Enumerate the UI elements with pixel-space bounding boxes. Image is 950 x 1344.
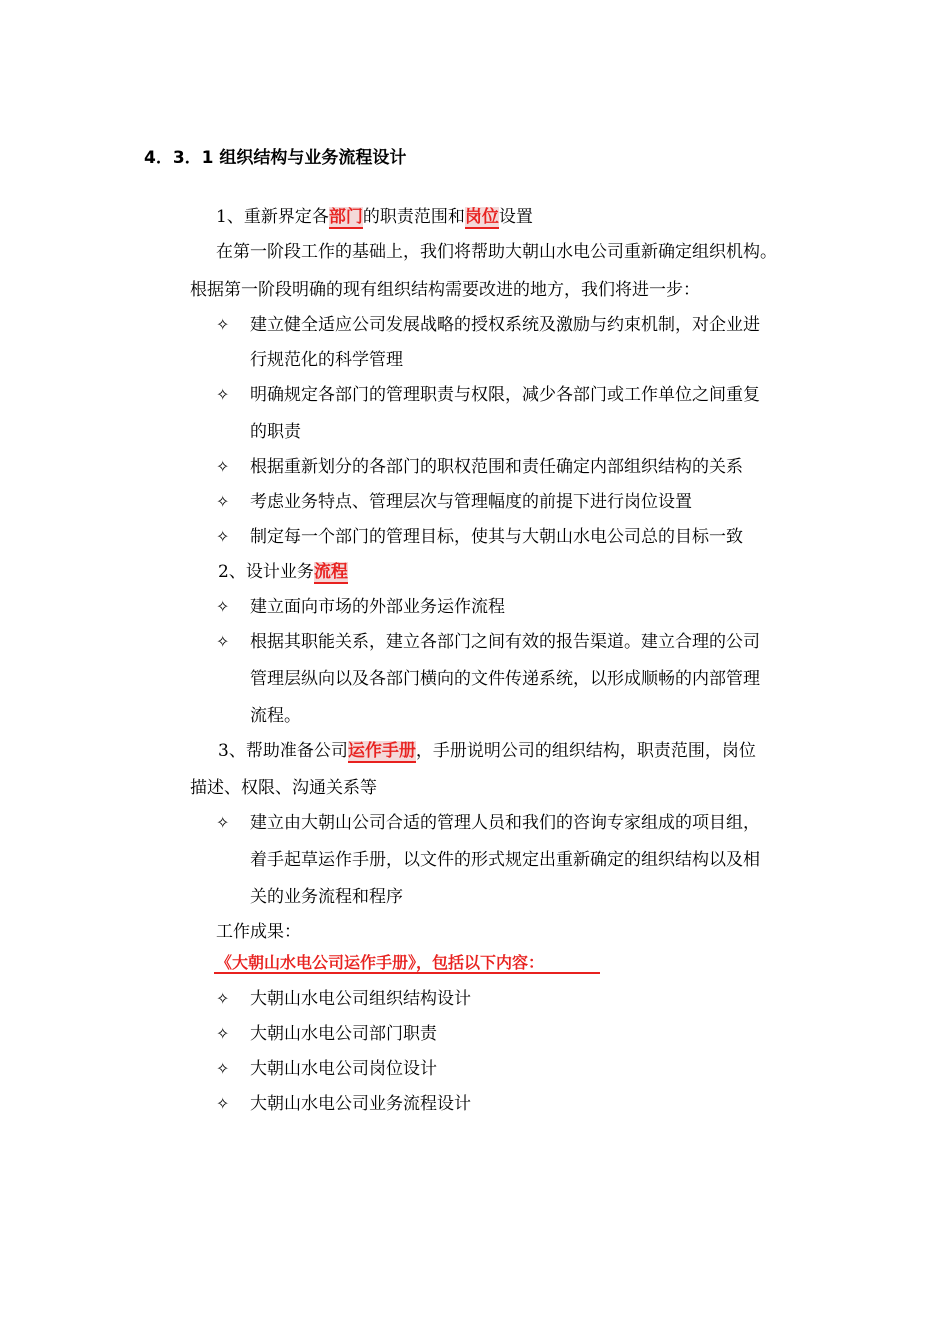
subsection-1-title — [216, 207, 533, 227]
list1-item-4: 考虑业务特点、管理层次与管理幅度的前提下进行岗位设置 — [250, 492, 692, 512]
list3-item-1-line-2: 着手起草运作手册，以文件的形式规定出重新确定的组织结构以及相 — [250, 850, 760, 870]
list4-item-3: 大朝山水电公司岗位设计 — [250, 1059, 437, 1079]
manual-title-underline — [214, 972, 600, 974]
manual-title: 《大朝山水电公司运作手册》，包括以下内容： — [216, 953, 545, 972]
bullet-icon: ✧ — [216, 1059, 230, 1078]
bullet-icon: ✧ — [216, 597, 230, 616]
subsection-2-title — [218, 562, 348, 582]
section-heading: 4．3．1 组织结构与业务流程设计 — [144, 148, 407, 168]
bullet-icon: ✧ — [216, 1094, 230, 1113]
bullet-icon: ✧ — [216, 813, 230, 832]
list4-item-2: 大朝山水电公司部门职责 — [250, 1024, 437, 1044]
subsection-3-prefix: 3、帮助准备公司 — [218, 741, 348, 761]
list1-item-1-line-2: 行规范化的科学管理 — [250, 350, 403, 370]
subsection-3-title — [218, 741, 756, 761]
bullet-icon: ✧ — [216, 315, 230, 334]
list4-item-4: 大朝山水电公司业务流程设计 — [250, 1094, 471, 1114]
bullet-icon: ✧ — [216, 527, 230, 546]
bullet-icon: ✧ — [216, 457, 230, 476]
bullet-icon: ✧ — [216, 385, 230, 404]
highlight-process: 流程 — [313, 562, 348, 582]
list1-item-2-line-2: 的职责 — [250, 422, 301, 442]
bullet-icon: ✧ — [216, 989, 230, 1008]
results-label: 工作成果： — [216, 922, 301, 942]
subsection-2-prefix: 2、设计业务 — [218, 562, 314, 582]
list2-item-2-line-1: 根据其职能关系，建立各部门之间有效的报告渠道。建立合理的公司 — [250, 632, 760, 652]
bullet-icon: ✧ — [216, 1024, 230, 1043]
list1-item-5: 制定每一个部门的管理目标，使其与大朝山水电公司总的目标一致 — [250, 527, 743, 547]
list2-item-2-line-2: 管理层纵向以及各部门横向的文件传递系统，以形成顺畅的内部管理 — [250, 669, 760, 689]
list1-item-1-line-1: 建立健全适应公司发展战略的授权系统及激励与约束机制，对企业进 — [250, 315, 760, 335]
list2-item-1: 建立面向市场的外部业务运作流程 — [250, 597, 505, 617]
list3-item-1-line-1: 建立由大朝山公司合适的管理人员和我们的咨询专家组成的项目组， — [250, 813, 760, 833]
subsection-3-line-2: 描述、权限、沟通关系等 — [190, 778, 377, 798]
paragraph-1-line-1: 在第一阶段工作的基础上，我们将帮助大朝山水电公司重新确定组织机构。 — [216, 242, 777, 262]
highlight-position: 岗位 — [464, 207, 499, 227]
list4-item-1: 大朝山水电公司组织结构设计 — [250, 989, 471, 1009]
highlight-department: 部门 — [328, 207, 363, 227]
list3-item-1-line-3: 关的业务流程和程序 — [250, 887, 403, 907]
highlight-manual: 运作手册 — [347, 741, 416, 761]
subsection-1-prefix: 1、重新界定各 — [216, 207, 329, 227]
list1-item-2-line-1: 明确规定各部门的管理职责与权限，减少各部门或工作单位之间重复 — [250, 385, 760, 405]
paragraph-1-line-2: 根据第一阶段明确的现有组织结构需要改进的地方，我们将进一步： — [190, 280, 700, 300]
bullet-icon: ✧ — [216, 492, 230, 511]
subsection-1-mid: 的职责范围和 — [362, 207, 465, 227]
bullet-icon: ✧ — [216, 632, 230, 651]
list2-item-2-line-3: 流程。 — [250, 706, 301, 726]
subsection-3-suffix: ，手册说明公司的组织结构，职责范围，岗位 — [415, 741, 756, 761]
list1-item-3: 根据重新划分的各部门的职权范围和责任确定内部组织结构的关系 — [250, 457, 743, 477]
subsection-1-suffix: 设置 — [498, 207, 533, 227]
